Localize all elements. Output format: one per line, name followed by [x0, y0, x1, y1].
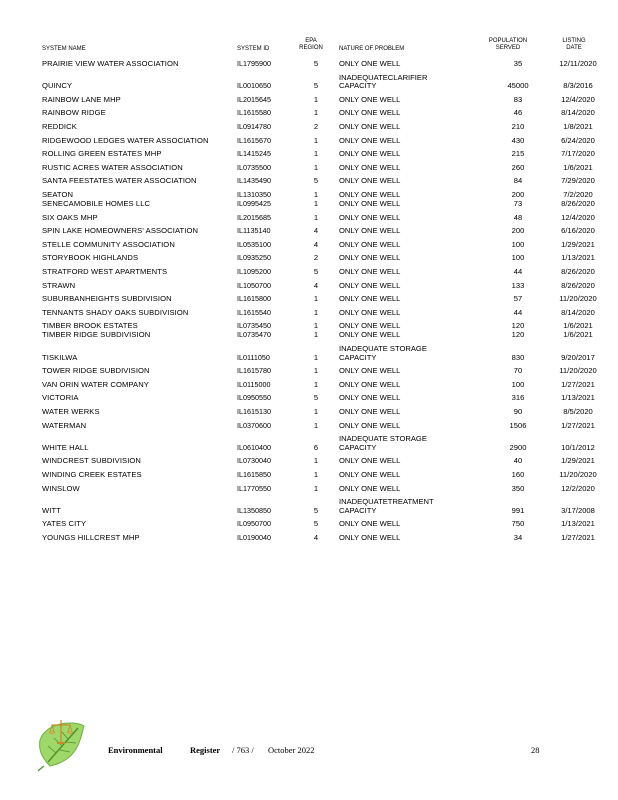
population-served: 70	[513, 366, 523, 376]
system-id: IL0735450	[237, 321, 271, 331]
header-population-served: POPULATION SERVED	[488, 38, 528, 51]
system-name: TENNANTS SHADY OAKS SUBDIVISION	[42, 307, 189, 317]
epa-region: 1	[313, 149, 319, 159]
listing-date: 10/1/2012	[561, 442, 595, 452]
table-row	[0, 268, 618, 277]
listing-date: 11/20/2020	[559, 366, 597, 376]
system-id: IL0735500	[237, 162, 271, 172]
nature-of-problem: ONLY ONE WELL	[339, 239, 401, 249]
epa-region: 5	[313, 267, 319, 276]
population-served: 34	[513, 533, 523, 542]
header-system-id: SYSTEM ID	[237, 46, 270, 52]
listing-date: 12/11/2020	[559, 59, 597, 68]
system-name: WHITE HALL	[42, 442, 89, 452]
footer-page-number: 28	[531, 745, 540, 755]
listing-date: 1/13/2021	[561, 253, 595, 263]
table-row	[0, 96, 618, 105]
system-name: TIMBER RIDGE SUBDIVISION	[42, 330, 151, 340]
population-served: 215	[511, 149, 525, 159]
population-served: 83	[513, 94, 523, 104]
population-served: 57	[513, 294, 523, 304]
system-name: SIX OAKS MHP	[42, 212, 98, 222]
nature-of-problem: INADEQUATE STORAGE	[339, 344, 427, 353]
nature-of-problem: ONLY ONE WELL	[339, 135, 401, 145]
population-served: 90	[513, 407, 523, 416]
population-served: 73	[513, 199, 523, 208]
listing-date: 7/2/2020	[563, 190, 593, 199]
nature-of-problem: ONLY ONE WELL	[339, 176, 401, 186]
system-name: YOUNGS HILLCREST MHP	[42, 533, 140, 542]
epa-region: 5	[313, 176, 319, 186]
epa-region: 4	[313, 280, 319, 290]
nature-of-problem: ONLY ONE WELL	[339, 226, 401, 236]
population-served: 991	[511, 505, 525, 515]
population-served: 46	[513, 108, 523, 118]
footer-publication: Environmental	[108, 745, 163, 755]
system-name: YATES CITY	[42, 519, 87, 529]
nature-of-problem: ONLY ONE WELL	[339, 533, 401, 542]
listing-date: 8/26/2020	[561, 267, 595, 276]
system-id: IL1615850	[237, 470, 271, 479]
nature-of-problem: ONLY ONE WELL	[339, 59, 401, 68]
system-id: IL1615800	[237, 294, 271, 304]
epa-region: 4	[313, 533, 319, 542]
table-row	[0, 422, 618, 431]
system-id: IL0190040	[237, 533, 271, 542]
system-name: WATER WERKS	[42, 407, 100, 416]
table-row	[0, 74, 618, 91]
population-served: 160	[511, 470, 525, 479]
system-name: STRATFORD WEST APARTMENTS	[42, 267, 168, 276]
population-served: 120	[511, 330, 525, 340]
epa-region: 1	[313, 483, 319, 493]
nature-of-problem: INADEQUATE STORAGE	[339, 434, 427, 444]
table-row	[0, 408, 618, 417]
table-row	[0, 485, 618, 494]
nature-of-problem: CAPACITY	[339, 442, 377, 452]
table-row	[0, 345, 618, 362]
epa-region: 6	[313, 442, 319, 452]
listing-date: 1/6/2021	[563, 162, 593, 172]
system-id: IL1615130	[237, 407, 271, 416]
system-name: REDDICK	[42, 122, 77, 131]
epa-region: 1	[313, 366, 319, 376]
listing-date: 12/4/2020	[561, 94, 595, 104]
system-id: IL2015685	[237, 212, 271, 222]
table-row	[0, 367, 618, 376]
listing-date: 8/26/2020	[561, 199, 595, 208]
nature-of-problem: ONLY ONE WELL	[339, 456, 401, 466]
population-served: 830	[511, 352, 525, 362]
table-row	[0, 123, 618, 132]
epa-region: 1	[313, 162, 319, 172]
system-id: IL0535100	[237, 239, 271, 249]
nature-of-problem: ONLY ONE WELL	[339, 253, 401, 263]
listing-date: 1/6/2021	[563, 330, 593, 340]
listing-date: 1/29/2021	[561, 239, 595, 249]
epa-region: 1	[313, 470, 319, 479]
nature-of-problem: ONLY ONE WELL	[339, 366, 401, 376]
nature-of-problem: ONLY ONE WELL	[339, 280, 401, 290]
system-id: IL1615580	[237, 108, 271, 118]
listing-date: 1/29/2021	[561, 456, 595, 466]
table-row	[0, 150, 618, 159]
table-row	[0, 227, 618, 236]
system-name: RUSTIC ACRES WATER ASSOCIATION	[42, 162, 183, 172]
population-served: 1506	[509, 420, 527, 430]
epa-region: 5	[313, 81, 319, 91]
system-name: SEATON	[42, 190, 74, 199]
nature-of-problem: ONLY ONE WELL	[339, 321, 401, 331]
table-row	[0, 394, 618, 403]
epa-region: 2	[313, 253, 319, 263]
epa-region: 1	[313, 307, 319, 317]
listing-date: 8/26/2020	[561, 280, 595, 290]
epa-region: 4	[313, 239, 319, 249]
epa-region: 1	[313, 135, 319, 145]
population-served: 210	[511, 122, 525, 131]
population-served: 2900	[509, 442, 527, 452]
system-id: IL0610400	[237, 442, 271, 452]
epa-region: 1	[313, 212, 319, 222]
system-name: QUINCY	[42, 81, 73, 91]
epa-region: 1	[313, 190, 319, 199]
table-row	[0, 60, 618, 69]
nature-of-problem: ONLY ONE WELL	[339, 94, 401, 104]
listing-date: 1/27/2021	[561, 533, 595, 542]
nature-of-problem: ONLY ONE WELL	[339, 519, 401, 529]
nature-of-problem: ONLY ONE WELL	[339, 407, 401, 416]
table-row	[0, 295, 618, 304]
system-id: IL1095200	[237, 267, 271, 276]
system-name: STELLE COMMUNITY ASSOCIATION	[42, 239, 175, 249]
nature-of-problem: ONLY ONE WELL	[339, 162, 401, 172]
system-name: RIDGEWOOD LEDGES WATER ASSOCIATION	[42, 135, 209, 145]
system-name: WINSLOW	[42, 483, 80, 493]
population-served: 44	[513, 267, 523, 276]
header-epa-region: EPA REGION	[299, 38, 323, 51]
nature-of-problem: ONLY ONE WELL	[339, 379, 401, 389]
table-row	[0, 534, 618, 543]
nature-of-problem: ONLY ONE WELL	[339, 212, 401, 222]
system-id: IL0111050	[237, 352, 270, 362]
system-name: STORYBOOK HIGHLANDS	[42, 253, 139, 263]
nature-of-problem: ONLY ONE WELL	[339, 267, 401, 276]
epa-region: 1	[313, 456, 319, 466]
system-name: TIMBER BROOK ESTATES	[42, 321, 138, 331]
listing-date: 12/4/2020	[561, 212, 595, 222]
system-id: IL1615670	[237, 135, 271, 145]
listing-date: 1/13/2021	[561, 519, 595, 529]
population-served: 40	[513, 456, 523, 466]
system-name: SENECAMOBILE HOMES LLC	[42, 199, 151, 208]
system-name: WINDCREST SUBDIVISION	[42, 456, 142, 466]
system-id: IL1770550	[237, 483, 271, 493]
epa-region: 1	[313, 199, 319, 208]
listing-date: 1/8/2021	[563, 122, 593, 131]
system-id: IL0950700	[237, 519, 271, 529]
listing-date: 8/3/2016	[563, 81, 593, 91]
table-row	[0, 164, 618, 173]
system-id: IL1310350	[237, 190, 271, 199]
system-name: SUBURBANHEIGHTS SUBDIVISION	[42, 294, 172, 304]
epa-region: 5	[313, 393, 319, 403]
system-id: IL1615540	[237, 307, 271, 317]
table-row	[0, 177, 618, 186]
system-id: IL0935250	[237, 253, 271, 263]
listing-date: 1/13/2021	[561, 393, 595, 403]
nature-of-problem: INADEQUATECLARIFIER	[339, 72, 428, 82]
system-id: IL0735470	[237, 330, 271, 340]
table-row	[0, 109, 618, 118]
system-name: ROLLING GREEN ESTATES MHP	[42, 149, 162, 159]
population-served: 100	[511, 253, 525, 263]
nature-of-problem: ONLY ONE WELL	[339, 294, 401, 304]
table-row	[0, 457, 618, 466]
system-id: IL1795900	[237, 59, 271, 68]
system-name: PRAIRIE VIEW WATER ASSOCIATION	[42, 59, 179, 68]
population-served: 100	[511, 379, 525, 389]
nature-of-problem: CAPACITY	[339, 505, 377, 515]
system-id: IL1435490	[237, 176, 271, 186]
epa-region: 1	[313, 330, 319, 340]
nature-of-problem: INADEQUATETREATMENT	[339, 497, 434, 507]
table-row	[0, 331, 618, 340]
population-served: 100	[511, 239, 525, 249]
nature-of-problem: ONLY ONE WELL	[339, 420, 401, 430]
population-served: 44	[513, 307, 523, 317]
system-name: WITT	[42, 505, 61, 515]
listing-date: 8/5/2020	[563, 407, 593, 416]
nature-of-problem: ONLY ONE WELL	[339, 190, 401, 199]
nature-of-problem: ONLY ONE WELL	[339, 108, 401, 118]
system-id: IL1135140	[237, 226, 271, 236]
listing-date: 7/29/2020	[561, 176, 595, 186]
system-name: TOWER RIDGE SUBDIVISION	[42, 366, 150, 376]
footer-month-year: October 2022	[268, 745, 315, 755]
population-served: 200	[511, 190, 525, 199]
population-served: 120	[511, 321, 525, 331]
system-name: SANTA FEESTATES WATER ASSOCIATION	[42, 176, 197, 186]
nature-of-problem: ONLY ONE WELL	[339, 199, 401, 208]
epa-region: 1	[313, 294, 319, 304]
nature-of-problem: ONLY ONE WELL	[339, 122, 401, 131]
listing-date: 1/27/2021	[561, 420, 595, 430]
nature-of-problem: ONLY ONE WELL	[339, 470, 401, 479]
table-row	[0, 471, 618, 480]
epa-region: 5	[313, 505, 319, 515]
page-footer	[0, 743, 618, 773]
system-id: IL0010650	[237, 81, 271, 91]
epa-region: 5	[313, 59, 319, 68]
population-served: 45000	[507, 81, 529, 91]
table-row	[0, 137, 618, 146]
table-row	[0, 214, 618, 223]
system-id: IL1415245	[237, 149, 271, 159]
table-row	[0, 435, 618, 452]
population-served: 84	[513, 176, 523, 186]
population-served: 133	[511, 280, 525, 290]
listing-date: 9/20/2017	[561, 352, 595, 362]
population-served: 430	[511, 135, 525, 145]
listing-date: 8/14/2020	[561, 307, 595, 317]
listing-date: 11/20/2020	[559, 294, 597, 304]
epa-region: 1	[313, 108, 319, 118]
population-served: 260	[511, 162, 525, 172]
table-row	[0, 309, 618, 318]
system-name: VICTORIA	[42, 393, 79, 403]
population-served: 35	[513, 59, 523, 68]
system-id: IL0370600	[237, 420, 271, 430]
system-name: SPIN LAKE HOMEOWNERS' ASSOCIATION	[42, 226, 199, 236]
population-served: 316	[511, 393, 525, 403]
system-name: RAINBOW RIDGE	[42, 108, 106, 118]
system-name: STRAWN	[42, 280, 76, 290]
listing-date: 8/14/2020	[561, 108, 595, 118]
table-row	[0, 282, 618, 291]
footer-register: Register	[190, 745, 221, 755]
table-row	[0, 254, 618, 263]
table-row	[0, 520, 618, 529]
epa-region: 2	[313, 122, 319, 131]
listing-date: 3/17/2008	[561, 505, 595, 515]
system-id: IL1615780	[237, 366, 271, 376]
nature-of-problem: CAPACITY	[339, 352, 377, 362]
listing-date: 12/2/2020	[561, 483, 595, 493]
listing-date: 7/17/2020	[561, 149, 595, 159]
epa-region: 4	[313, 226, 319, 236]
table-row	[0, 381, 618, 390]
population-served: 350	[511, 483, 525, 493]
population-served: 750	[511, 519, 525, 529]
epa-region: 1	[313, 321, 319, 331]
listing-date: 6/16/2020	[561, 226, 595, 236]
system-name: TISKILWA	[42, 352, 78, 362]
table-row	[0, 498, 618, 515]
epa-region: 1	[313, 352, 319, 362]
header-nature-of-problem: NATURE OF PROBLEM	[339, 46, 405, 52]
epa-region: 5	[313, 519, 319, 529]
listing-date: 1/27/2021	[561, 379, 595, 389]
system-name: WINDING CREEK ESTATES	[42, 470, 142, 479]
listing-date: 6/24/2020	[561, 135, 595, 145]
population-served: 200	[511, 226, 525, 236]
population-served: 48	[513, 212, 523, 222]
system-name: WATERMAN	[42, 420, 87, 430]
system-id: IL2015645	[237, 94, 271, 104]
system-id: IL0730040	[237, 456, 271, 466]
system-id: IL0995425	[237, 199, 271, 208]
listing-date: 11/20/2020	[559, 470, 597, 479]
header-system-name: SYSTEM NAME	[42, 46, 86, 52]
table-row	[0, 200, 618, 209]
system-name: RAINBOW LANE MHP	[42, 94, 121, 104]
header-listing-date: LISTING DATE	[562, 38, 586, 51]
listing-date: 1/6/2021	[563, 321, 593, 331]
epa-region: 1	[313, 94, 319, 104]
epa-region: 1	[313, 379, 319, 389]
nature-of-problem: ONLY ONE WELL	[339, 393, 401, 403]
nature-of-problem: ONLY ONE WELL	[339, 307, 401, 317]
epa-region: 1	[313, 407, 319, 416]
table-row	[0, 241, 618, 250]
nature-of-problem: ONLY ONE WELL	[339, 330, 401, 340]
nature-of-problem: CAPACITY	[339, 81, 377, 91]
epa-region: 1	[313, 420, 319, 430]
footer-issue: / 763 /	[232, 745, 254, 755]
system-id: IL0115000	[237, 379, 271, 389]
system-id: IL1050700	[237, 280, 271, 290]
system-id: IL1350850	[237, 505, 271, 515]
system-id: IL0950550	[237, 393, 271, 403]
system-name: VAN ORIN WATER COMPANY	[42, 379, 149, 389]
system-id: IL0914780	[237, 122, 271, 131]
nature-of-problem: ONLY ONE WELL	[339, 483, 401, 493]
nature-of-problem: ONLY ONE WELL	[339, 149, 401, 159]
